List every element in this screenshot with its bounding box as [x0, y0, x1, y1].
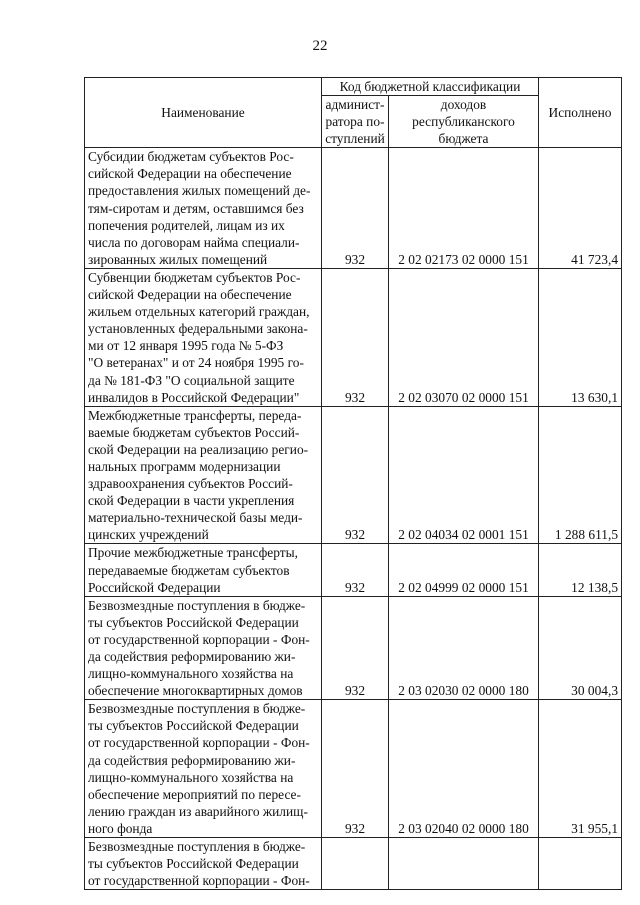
income-column-header: [389, 96, 539, 148]
name-line: здравоохранения субъектов Россий-: [88, 476, 293, 492]
name-line: от государственной корпорации - Фон-: [88, 873, 310, 889]
table-row: [85, 544, 622, 596]
name-line: материально-технической базы меди-: [88, 510, 303, 526]
classification-code-header: Код бюджетной классификации: [322, 78, 539, 96]
name-line: Межбюджетные трансферты, переда-: [88, 407, 302, 423]
row-admin-cell: 932: [322, 148, 389, 269]
income-header-line: бюджета: [438, 131, 489, 147]
row-amount-cell: [539, 838, 622, 890]
name-line: тям-сиротам и детям, оставшимся без: [88, 200, 304, 216]
row-code-cell: 2 02 04034 02 0001 151: [389, 406, 539, 544]
row-code-cell: 2 02 02173 02 0000 151: [389, 148, 539, 269]
row-admin-cell: [322, 838, 389, 890]
row-name-cell: [85, 700, 322, 838]
row-name-cell: [85, 148, 322, 269]
row-name-cell: [85, 544, 322, 596]
admin-header-line: ратора по-: [325, 114, 385, 130]
row-admin-cell: 932: [322, 406, 389, 544]
budget-table: [84, 77, 622, 890]
name-line: ваемые бюджетам субъектов Россий-: [88, 424, 300, 440]
row-amount-cell: 13 630,1: [539, 268, 622, 406]
row-amount-cell: 12 138,5: [539, 544, 622, 596]
row-code-cell: [389, 838, 539, 890]
row-amount-cell: 30 004,3: [539, 596, 622, 700]
table-row: [85, 700, 622, 838]
name-line: ного фонда: [88, 820, 153, 836]
name-line: Безвозмездные поступления в бюдже-: [88, 839, 306, 855]
table-row: [85, 838, 622, 890]
name-line: от государственной корпорации - Фон-: [88, 631, 310, 647]
row-name-cell: [85, 596, 322, 700]
name-line: нальных программ модернизации: [88, 458, 281, 474]
executed-column-header: Исполнено: [539, 78, 622, 148]
income-header-line: республиканского: [412, 114, 515, 130]
row-admin-cell: 932: [322, 596, 389, 700]
name-line: лищно-коммунального хозяйства на: [88, 666, 294, 682]
table-row: [85, 148, 622, 269]
row-admin-cell: 932: [322, 544, 389, 596]
name-line: ской Федерации в части укрепления: [88, 493, 295, 509]
name-line: "О ветеранах" и от 24 ноября 1995 го-: [88, 355, 304, 371]
name-line: сийской Федерации на обеспечение: [88, 166, 292, 182]
name-line: Субсидии бюджетам субъектов Рос-: [88, 149, 294, 165]
name-line: ты субъектов Российской Федерации: [88, 614, 299, 630]
row-admin-cell: 932: [322, 268, 389, 406]
name-line: лищно-коммунального хозяйства на: [88, 769, 294, 785]
row-code-cell: 2 03 02040 02 0000 180: [389, 700, 539, 838]
name-line: обеспечение многоквартирных домов: [88, 683, 303, 699]
name-line: от государственной корпорации - Фон-: [88, 735, 310, 751]
name-line: лению граждан из аварийного жилищ-: [88, 803, 308, 819]
name-line: Российской Федерации: [88, 579, 221, 595]
name-line: ми от 12 января 1995 года № 5-ФЗ: [88, 338, 284, 354]
admin-header-line: админист-: [325, 97, 385, 112]
name-column-header: Наименование: [85, 78, 322, 148]
admin-header-line: ступлений: [325, 131, 385, 147]
name-line: да № 181-ФЗ "О социальной защите: [88, 372, 295, 388]
name-line: ской Федерации на реализацию регио-: [88, 441, 309, 457]
name-line: Безвозмездные поступления в бюдже-: [88, 597, 306, 613]
row-amount-cell: 31 955,1: [539, 700, 622, 838]
header-row-group: [85, 78, 622, 96]
name-line: инвалидов в Российской Федерации": [88, 389, 300, 405]
row-name-cell: [85, 838, 322, 890]
row-code-cell: 2 02 03070 02 0000 151: [389, 268, 539, 406]
name-line: Прочие межбюджетные трансферты,: [88, 545, 298, 561]
name-line: сийской Федерации на обеспечение: [88, 287, 292, 303]
name-line: попечения родителей, лицам из их: [88, 217, 285, 233]
name-line: зированных жилых помещений: [88, 251, 268, 267]
income-header-line: доходов: [440, 97, 487, 112]
name-line: обеспечение мероприятий по пересе-: [88, 786, 301, 802]
name-line: установленных федеральными закона-: [88, 321, 308, 337]
admin-column-header: [322, 96, 389, 148]
row-name-cell: [85, 268, 322, 406]
name-line: Безвозмездные поступления в бюдже-: [88, 701, 306, 717]
name-line: ты субъектов Российской Федерации: [88, 856, 299, 872]
table-row: [85, 268, 622, 406]
row-amount-cell: 1 288 611,5: [539, 406, 622, 544]
name-line: предоставления жилых помещений де-: [88, 183, 311, 199]
name-line: числа по договорам найма специали-: [88, 234, 300, 250]
row-admin-cell: 932: [322, 700, 389, 838]
name-line: да содействия реформированию жи-: [88, 649, 296, 664]
page-number: 22: [312, 38, 328, 54]
row-amount-cell: 41 723,4: [539, 148, 622, 269]
name-line: Субвенции бюджетам субъектов Рос-: [88, 269, 301, 285]
name-line: передаваемые бюджетам субъектов: [88, 562, 290, 578]
name-line: цинских учреждений: [88, 527, 209, 543]
table-row: [85, 596, 622, 700]
table-row: [85, 406, 622, 544]
row-name-cell: [85, 406, 322, 544]
name-line: жильем отдельных категорий граждан,: [88, 304, 310, 320]
row-code-cell: 2 03 02030 02 0000 180: [389, 596, 539, 700]
name-line: ты субъектов Российской Федерации: [88, 718, 299, 734]
name-line: да содействия реформированию жи-: [88, 752, 296, 768]
row-code-cell: 2 02 04999 02 0000 151: [389, 544, 539, 596]
